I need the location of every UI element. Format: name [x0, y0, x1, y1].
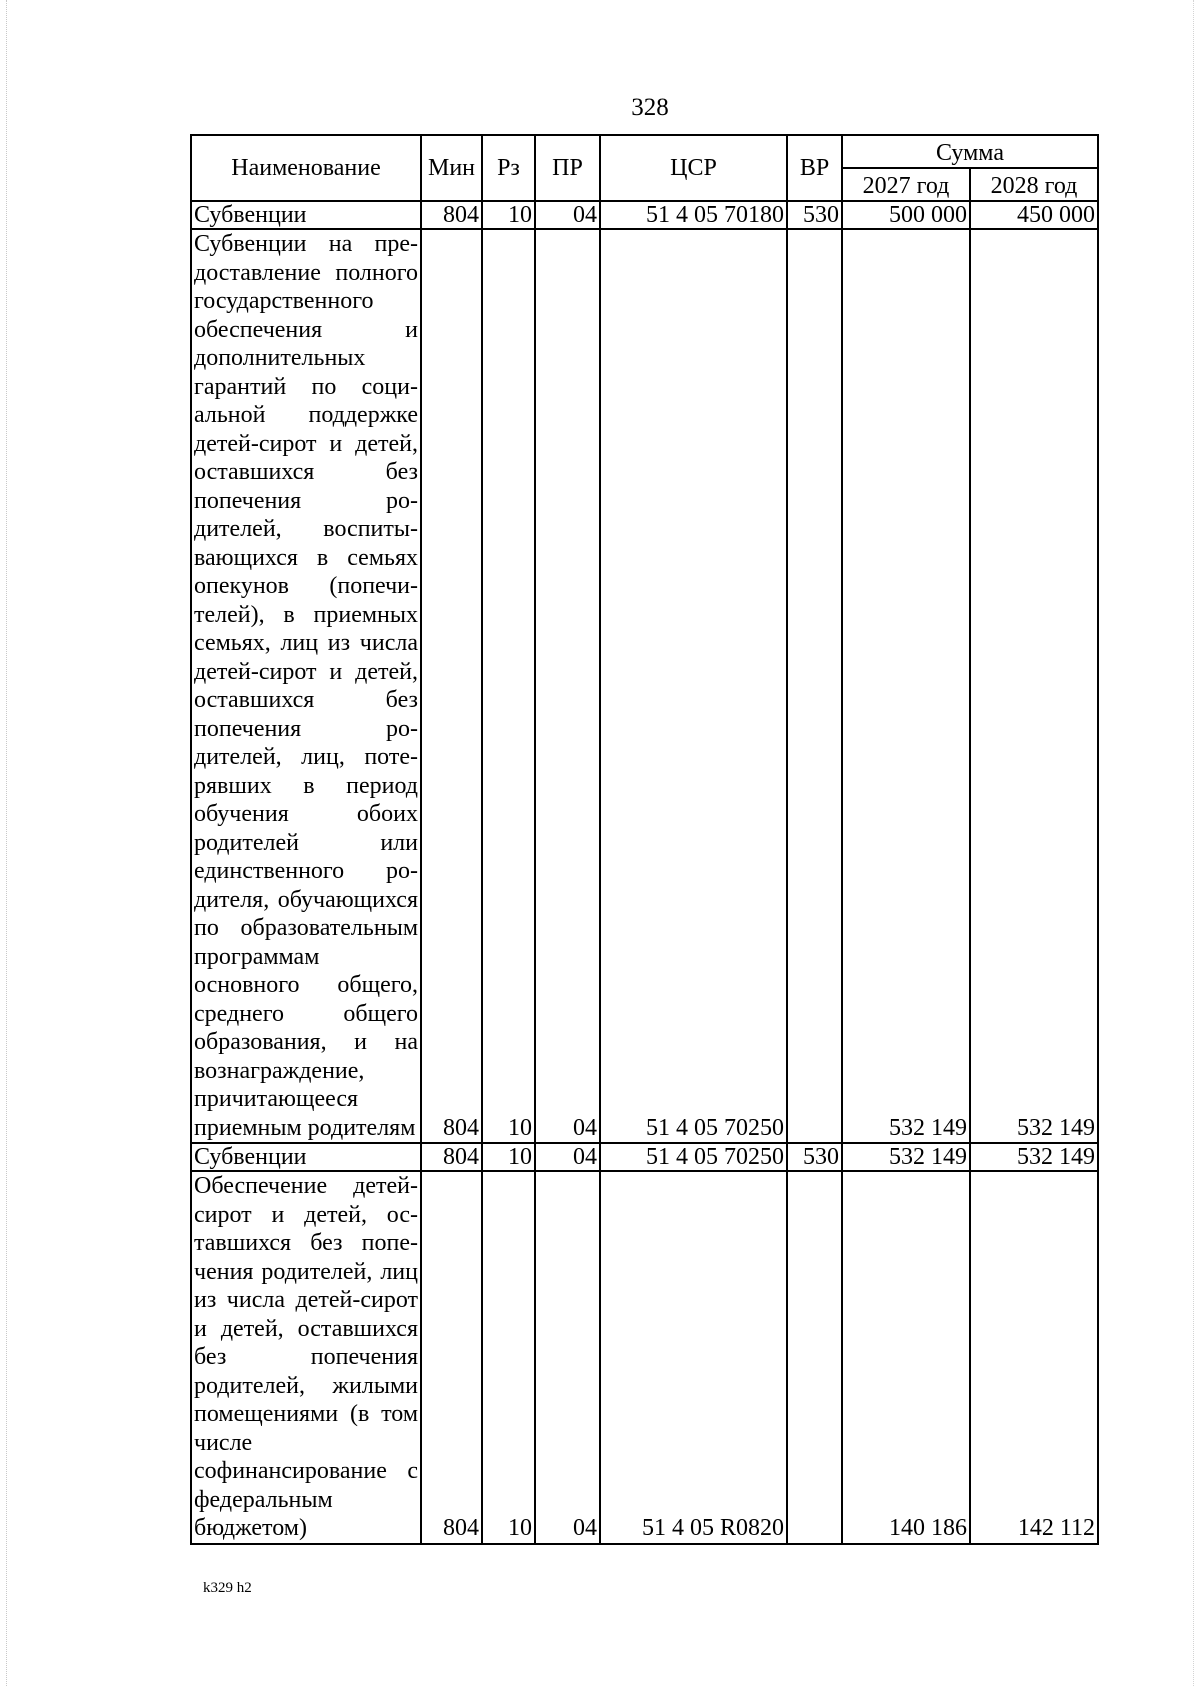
row-2027: 140 186 — [842, 1171, 970, 1544]
table-row — [191, 1143, 1098, 1171]
row-rz: 10 — [482, 1143, 535, 1171]
row-csr: 51 4 05 R0820 — [600, 1171, 787, 1544]
row-vr — [787, 229, 842, 1143]
col-header-csr: ЦСР — [600, 135, 787, 201]
row-pr: 04 — [535, 229, 600, 1143]
row-2028: 142 112 — [970, 1171, 1098, 1544]
row-vr: 530 — [787, 201, 842, 229]
budget-table — [190, 134, 1099, 1545]
row-rz: 10 — [482, 201, 535, 229]
row-min: 804 — [421, 201, 482, 229]
row-csr: 51 4 05 70180 — [600, 201, 787, 229]
col-header-2028: 2028 год — [970, 168, 1098, 201]
header-row — [191, 135, 1098, 168]
table-row — [191, 1171, 1098, 1544]
row-2027: 532 149 — [842, 229, 970, 1143]
row-pr: 04 — [535, 1171, 600, 1544]
row-vr: 530 — [787, 1143, 842, 1171]
row-min: 804 — [421, 1171, 482, 1544]
row-name: Субвенции на предоставление полного государственного обеспечения и дополнительных гарантий по социальной поддержке детей-сирот и детей, оставшихся без попечения родителей, воспитывающихся в семьях опекунов (попечителей), в приемных семьях, лиц из числа детей-сирот и детей, оставшихся без попечения родителей, лиц, потерявших в период обучения обоих родителей или единственного родителя, обучающихся по образовательным программам основного общего, среднего общего образования, и на вознаграждение, причитающееся приемным родителям — [191, 229, 421, 1143]
col-header-2027: 2027 год — [842, 168, 970, 201]
row-csr: 51 4 05 70250 — [600, 1143, 787, 1171]
row-rz: 10 — [482, 229, 535, 1143]
row-2027: 532 149 — [842, 1143, 970, 1171]
col-header-vr: ВР — [787, 135, 842, 201]
scan-edge-left — [6, 0, 7, 1686]
col-header-min: Мин — [421, 135, 482, 201]
table-row — [191, 201, 1098, 229]
col-header-name: Наименование — [191, 135, 421, 201]
page-number: 328 — [631, 94, 669, 121]
row-min: 804 — [421, 229, 482, 1143]
row-pr: 04 — [535, 201, 600, 229]
footer-document-code: k329 h2 — [203, 1580, 252, 1596]
row-2028: 450 000 — [970, 201, 1098, 229]
col-header-pr: ПР — [535, 135, 600, 201]
row-csr: 51 4 05 70250 — [600, 229, 787, 1143]
row-2028: 532 149 — [970, 1143, 1098, 1171]
row-2028: 532 149 — [970, 229, 1098, 1143]
col-header-sum: Сумма — [842, 135, 1098, 168]
table-row — [191, 229, 1098, 1143]
row-pr: 04 — [535, 1143, 600, 1171]
col-header-rz: Рз — [482, 135, 535, 201]
row-rz: 10 — [482, 1171, 535, 1544]
scan-edge-right — [1193, 0, 1194, 1686]
row-vr — [787, 1171, 842, 1544]
row-2027: 500 000 — [842, 201, 970, 229]
row-name: Обеспечение детей-сирот и детей, оставшихся без попечения родителей, лиц из числа детей-сирот и детей, оставшихся без попечения родителей, жилыми помещениями (в том числе софинансирование с федеральным бюджетом) — [191, 1171, 421, 1544]
row-min: 804 — [421, 1143, 482, 1171]
row-name: Субвенции — [191, 1143, 421, 1171]
row-name: Субвенции — [191, 201, 421, 229]
